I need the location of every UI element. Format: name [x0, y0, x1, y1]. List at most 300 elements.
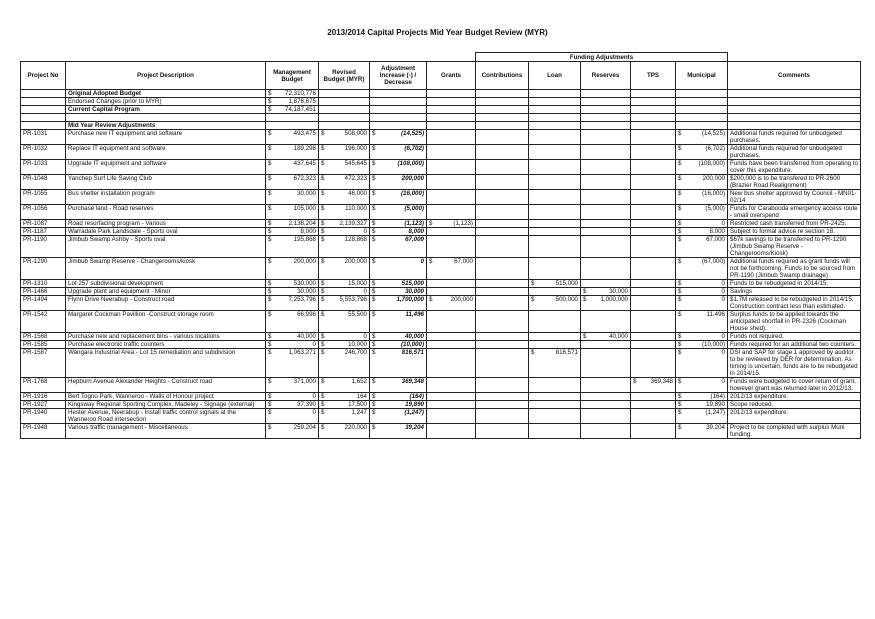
reserves-cell	[581, 424, 631, 439]
tps-cell	[631, 296, 676, 311]
currency-symbol: $	[372, 175, 376, 182]
project-no-cell	[21, 98, 66, 106]
empty-cell	[631, 114, 676, 122]
empty-cell	[66, 114, 266, 122]
amount-value: 0	[721, 349, 725, 356]
municipal-cell	[676, 296, 728, 311]
loan-cell	[529, 280, 581, 288]
municipal-cell	[676, 175, 728, 190]
adjustment-cell	[370, 145, 427, 160]
empty-cell	[728, 90, 861, 98]
grants-cell	[427, 280, 476, 288]
currency-symbol: $	[678, 220, 682, 227]
revised-budget-cell	[319, 205, 370, 220]
empty-cell	[581, 114, 631, 122]
management-budget-cell	[266, 393, 319, 401]
currency-symbol: $	[583, 333, 587, 340]
amount-value: 530,000	[293, 280, 316, 287]
management-budget-cell	[266, 190, 319, 205]
currency-symbol: $	[268, 98, 272, 105]
reserves-cell	[581, 228, 631, 236]
adjustment-cell	[370, 205, 427, 220]
loan-cell	[529, 160, 581, 175]
amount-value: 74,187,451	[285, 106, 316, 113]
reserves-cell	[581, 160, 631, 175]
amount-value: (164)	[409, 393, 424, 400]
empty-cell	[319, 98, 370, 106]
comments-cell: Funds not required.	[728, 333, 861, 341]
empty-cell	[676, 106, 728, 114]
amount-value: 437,645	[293, 160, 316, 167]
currency-symbol: $	[268, 349, 272, 356]
loan-cell	[529, 311, 581, 333]
empty-cell	[427, 106, 476, 114]
currency-symbol: $	[372, 333, 376, 340]
amount-value: 545,645	[344, 160, 367, 167]
municipal-cell	[676, 258, 728, 280]
description-cell: Current Capital Program	[66, 106, 266, 114]
amount-value: (10,000)	[400, 341, 424, 348]
project-no-cell: PR-1466	[21, 288, 66, 296]
municipal-cell	[676, 333, 728, 341]
amount-value: 40,000	[297, 333, 316, 340]
description-cell: Bus shelter installation program	[66, 190, 266, 205]
contributions-cell	[476, 145, 529, 160]
empty-cell	[581, 106, 631, 114]
comments-cell: Project to be completed with surplus Muni funding.	[728, 424, 861, 439]
currency-symbol: $	[678, 228, 682, 235]
tps-cell	[631, 236, 676, 258]
empty-cell	[266, 122, 319, 130]
description-cell: Wangara Industrial Area - Lot 15 remediation and subdivision	[66, 349, 266, 378]
loan-cell	[529, 130, 581, 145]
tps-cell	[631, 205, 676, 220]
comments-cell: $67k savings to be transferred to PR-1290 (Jimbub Swamp Reserve - Changerooms/Kiosk)	[728, 236, 861, 258]
project-no-cell: PR-1948	[21, 424, 66, 439]
amount-value: (10,000)	[701, 341, 725, 348]
currency-symbol: $	[678, 393, 682, 400]
tps-cell	[631, 333, 676, 341]
amount-value: 816,571	[555, 349, 578, 356]
project-row	[21, 311, 861, 333]
management-budget-cell	[266, 130, 319, 145]
currency-symbol: $	[268, 393, 272, 400]
grants-cell	[427, 401, 476, 409]
project-row	[21, 424, 861, 439]
description-cell: Lot 257 subdivisional development	[66, 280, 266, 288]
empty-cell	[676, 90, 728, 98]
loan-cell	[529, 393, 581, 401]
loan-cell	[529, 258, 581, 280]
currency-symbol: $	[268, 280, 272, 287]
currency-symbol: $	[678, 378, 682, 385]
reserves-cell	[581, 175, 631, 190]
reserves-cell	[581, 378, 631, 393]
revised-budget-cell	[319, 424, 370, 439]
amount-value: (108,000)	[397, 160, 424, 167]
tps-cell	[631, 228, 676, 236]
empty-cell	[427, 122, 476, 130]
comments-cell: Funds for Carabooda emergency access route - small overspend	[728, 205, 861, 220]
empty-cell	[476, 90, 529, 98]
tps-cell	[631, 160, 676, 175]
amount-value: 1,247	[351, 409, 367, 416]
col-reserves: Reserves	[581, 62, 631, 90]
contributions-cell	[476, 160, 529, 175]
empty-cell	[476, 122, 529, 130]
currency-symbol: $	[321, 205, 325, 212]
description-cell: Flynn Drive Neerabup - Construct road	[66, 296, 266, 311]
revised-budget-cell	[319, 160, 370, 175]
currency-symbol: $	[678, 424, 682, 431]
empty-cell	[529, 122, 581, 130]
contributions-cell	[476, 228, 529, 236]
contributions-cell	[476, 341, 529, 349]
comments-cell: Savings	[728, 288, 861, 296]
reserves-cell	[581, 258, 631, 280]
project-row	[21, 258, 861, 280]
empty-cell	[728, 106, 861, 114]
amount-value: 515,000	[555, 280, 578, 287]
empty-cell	[427, 98, 476, 106]
loan-cell	[529, 145, 581, 160]
tps-cell	[631, 190, 676, 205]
loan-cell	[529, 349, 581, 378]
amount-value: 0	[363, 333, 367, 340]
tps-cell	[631, 401, 676, 409]
description-cell: Various traffic management - Miscellaneous	[66, 424, 266, 439]
page-title: 2013/2014 Capital Projects Mid Year Budget Review (MYR)	[327, 28, 548, 37]
description-cell: Purchase land - Road reserves	[66, 205, 266, 220]
currency-symbol: $	[268, 228, 272, 235]
loan-cell	[529, 205, 581, 220]
management-budget-cell	[266, 236, 319, 258]
description-cell: Replace IT equipment and software	[66, 145, 266, 160]
amount-value: 200,000	[401, 175, 424, 182]
empty-cell	[319, 90, 370, 98]
amount-value: 105,000	[293, 205, 316, 212]
amount-value: 46,000	[348, 190, 367, 197]
project-no-cell: PR-1916	[21, 393, 66, 401]
adjustment-cell	[370, 349, 427, 378]
project-no-cell: PR-1056	[21, 205, 66, 220]
empty-cell	[676, 122, 728, 130]
currency-symbol: $	[268, 160, 272, 167]
contributions-cell	[476, 401, 529, 409]
management-budget-cell	[266, 98, 319, 106]
currency-symbol: $	[678, 409, 682, 416]
project-row	[21, 409, 861, 424]
revised-budget-cell	[319, 175, 370, 190]
empty-cell	[427, 114, 476, 122]
contributions-cell	[476, 288, 529, 296]
currency-symbol: $	[372, 145, 376, 152]
municipal-cell	[676, 288, 728, 296]
amount-value: 11,496	[405, 311, 424, 318]
currency-symbol: $	[372, 130, 376, 137]
reserves-cell	[581, 220, 631, 228]
management-budget-cell	[266, 90, 319, 98]
loan-cell	[529, 341, 581, 349]
currency-symbol: $	[429, 220, 433, 227]
tps-cell	[631, 378, 676, 393]
grants-cell	[427, 378, 476, 393]
municipal-cell	[676, 349, 728, 378]
municipal-cell	[676, 228, 728, 236]
col-tps: TPS	[631, 62, 676, 90]
municipal-cell	[676, 236, 728, 258]
loan-cell	[529, 409, 581, 424]
contributions-cell	[476, 424, 529, 439]
management-budget-cell	[266, 205, 319, 220]
currency-symbol: $	[268, 220, 272, 227]
description-cell: Original Adopted Budget	[66, 90, 266, 98]
reserves-cell	[581, 333, 631, 341]
grants-cell	[427, 349, 476, 378]
project-no-cell: PR-1290	[21, 258, 66, 280]
reserves-cell	[581, 288, 631, 296]
currency-symbol: $	[321, 393, 325, 400]
project-row	[21, 341, 861, 349]
project-no-cell: PR-1187	[21, 228, 66, 236]
currency-symbol: $	[678, 258, 682, 265]
contributions-cell	[476, 280, 529, 288]
col-management-budget: Management Budget	[266, 62, 319, 90]
column-header-row	[21, 62, 861, 90]
currency-symbol: $	[321, 190, 325, 197]
tps-cell	[631, 280, 676, 288]
currency-symbol: $	[372, 409, 376, 416]
adjustment-cell	[370, 228, 427, 236]
amount-value: 472,323	[344, 175, 367, 182]
grants-cell	[427, 145, 476, 160]
amount-value: (14,525)	[400, 130, 424, 137]
budget-table	[20, 52, 861, 439]
contributions-cell	[476, 349, 529, 378]
amount-value: 66,996	[297, 311, 316, 318]
municipal-cell	[676, 424, 728, 439]
management-budget-cell	[266, 145, 319, 160]
description-cell: Margaret Cockman Pavillion -Construct storage room	[66, 311, 266, 333]
comments-cell: $200,000 is to be transfered to PR-2600 (Brazier Road Realignment)	[728, 175, 861, 190]
col-revised-budget: Revised Budget (MYR)	[319, 62, 370, 90]
amount-value: (16,000)	[701, 190, 725, 197]
empty-cell	[370, 98, 427, 106]
management-budget-cell	[266, 288, 319, 296]
currency-symbol: $	[321, 228, 325, 235]
adjustment-cell	[370, 160, 427, 175]
currency-symbol: $	[583, 296, 587, 303]
amount-value: 30,000	[297, 288, 316, 295]
revised-budget-cell	[319, 378, 370, 393]
project-row	[21, 288, 861, 296]
management-budget-cell	[266, 220, 319, 228]
amount-value: (164)	[710, 393, 725, 400]
amount-value: 259,204	[293, 424, 316, 431]
project-no-cell: PR-1542	[21, 311, 66, 333]
comments-cell: Funds were budgeted to cover return of grant, however grant was returned later in 2012/13.	[728, 378, 861, 393]
comments-cell: 2012/13 expenditure.	[728, 409, 861, 424]
management-budget-cell	[266, 424, 319, 439]
amount-value: 189,298	[293, 145, 316, 152]
amount-value: 72,310,776	[285, 90, 316, 97]
contributions-cell	[476, 409, 529, 424]
currency-symbol: $	[321, 280, 325, 287]
amount-value: 8,000	[709, 228, 725, 235]
amount-value: 195,868	[293, 236, 316, 243]
amount-value: 37,390	[297, 401, 316, 408]
municipal-cell	[676, 190, 728, 205]
description-cell: Upgrade plant and equipment - Minor	[66, 288, 266, 296]
amount-value: 5,553,796	[339, 296, 367, 303]
amount-value: 10,000	[348, 341, 367, 348]
grants-cell	[427, 220, 476, 228]
amount-value: 8,000	[408, 228, 424, 235]
currency-symbol: $	[268, 130, 272, 137]
revised-budget-cell	[319, 145, 370, 160]
currency-symbol: $	[268, 378, 272, 385]
adjustment-cell	[370, 378, 427, 393]
grants-cell	[427, 190, 476, 205]
amount-value: 11,496	[706, 311, 725, 318]
amount-value: 40,000	[609, 333, 628, 340]
comments-cell: Funds have been transferred from operating to cover this expenditure.	[728, 160, 861, 175]
management-budget-cell	[266, 409, 319, 424]
comments-cell: $1.7M released to be rebudgeted in 2014/15. Construction contract less than estimated.	[728, 296, 861, 311]
revised-budget-cell	[319, 236, 370, 258]
currency-symbol: $	[268, 90, 272, 97]
amount-value: 55,500	[348, 311, 367, 318]
adjustment-cell	[370, 393, 427, 401]
grants-cell	[427, 311, 476, 333]
municipal-cell	[676, 409, 728, 424]
currency-symbol: $	[678, 288, 682, 295]
col-description: Project Description	[66, 62, 266, 90]
management-budget-cell	[266, 333, 319, 341]
tps-cell	[631, 311, 676, 333]
amount-value: 1,000,000	[600, 296, 628, 303]
grants-cell	[427, 393, 476, 401]
adjustment-cell	[370, 236, 427, 258]
amount-value: 0	[312, 341, 316, 348]
amount-value: 7,253,796	[288, 296, 316, 303]
empty-cell	[676, 114, 728, 122]
empty-cell	[476, 114, 529, 122]
loan-cell	[529, 236, 581, 258]
currency-symbol: $	[531, 349, 535, 356]
project-row	[21, 228, 861, 236]
currency-symbol: $	[372, 349, 376, 356]
currency-symbol: $	[321, 409, 325, 416]
project-no-cell: PR-1032	[21, 145, 66, 160]
description-cell: Upgrade IT equipment and software	[66, 160, 266, 175]
amount-value: (14,525)	[701, 130, 725, 137]
currency-symbol: $	[633, 378, 637, 385]
project-no-cell: PR-1055	[21, 190, 66, 205]
currency-symbol: $	[372, 205, 376, 212]
contributions-cell	[476, 190, 529, 205]
adjustment-cell	[370, 424, 427, 439]
currency-symbol: $	[268, 341, 272, 348]
tps-cell	[631, 258, 676, 280]
currency-symbol: $	[268, 296, 272, 303]
empty-cell	[631, 106, 676, 114]
currency-symbol: $	[372, 401, 376, 408]
management-budget-cell	[266, 341, 319, 349]
revised-budget-cell	[319, 349, 370, 378]
currency-symbol: $	[321, 401, 325, 408]
currency-symbol: $	[678, 205, 682, 212]
comments-cell: Funds required for an additional two counters.	[728, 341, 861, 349]
project-no-cell: PR-1940	[21, 409, 66, 424]
empty-cell	[728, 122, 861, 130]
description-cell: Bert Togno Park, Wanneroo - Walls of Honour project	[66, 393, 266, 401]
comments-cell: Subject to formal advice re section 18.	[728, 228, 861, 236]
revised-budget-cell	[319, 409, 370, 424]
amount-value: 0	[721, 288, 725, 295]
amount-value: 110,000	[345, 205, 367, 212]
amount-value: 0	[721, 378, 725, 385]
revised-budget-cell	[319, 393, 370, 401]
grants-cell	[427, 160, 476, 175]
revised-budget-cell	[319, 333, 370, 341]
loan-cell	[529, 175, 581, 190]
management-budget-cell	[266, 296, 319, 311]
reserves-cell	[581, 341, 631, 349]
empty-cell	[427, 90, 476, 98]
reserves-cell	[581, 349, 631, 378]
currency-symbol: $	[268, 236, 272, 243]
currency-symbol: $	[372, 424, 376, 431]
adjustment-cell	[370, 288, 427, 296]
amount-value: 2,138,204	[288, 220, 316, 227]
amount-value: (16,000)	[400, 190, 424, 197]
currency-symbol: $	[372, 190, 376, 197]
empty-cell	[631, 122, 676, 130]
empty-cell	[581, 90, 631, 98]
management-budget-cell	[266, 106, 319, 114]
col-grants: Grants	[427, 62, 476, 90]
col-loan: Loan	[529, 62, 581, 90]
reserves-cell	[581, 401, 631, 409]
comments-cell: DSI and SAP for stage 1 approved by auditor to be reviewed by DER for determination. As timing is uncertain, funds are to be rebudgeted in 2014/15.	[728, 349, 861, 378]
currency-symbol: $	[268, 409, 272, 416]
municipal-cell	[676, 311, 728, 333]
currency-symbol: $	[372, 258, 376, 265]
description-cell: Purchase electronic traffic counters	[66, 341, 266, 349]
empty-cell	[319, 122, 370, 130]
comments-cell: 2012/13 expenditure.	[728, 393, 861, 401]
amount-value: (6,702)	[705, 145, 725, 152]
currency-symbol: $	[268, 333, 272, 340]
currency-symbol: $	[268, 258, 272, 265]
currency-symbol: $	[678, 280, 682, 287]
amount-value: 17,500	[348, 401, 367, 408]
amount-value: 164	[356, 393, 367, 400]
currency-symbol: $	[321, 333, 325, 340]
project-no-cell	[21, 122, 66, 130]
empty-cell	[529, 90, 581, 98]
project-row	[21, 220, 861, 228]
reserves-cell	[581, 409, 631, 424]
project-no-cell: PR-1587	[21, 349, 66, 378]
amount-value: 0	[721, 280, 725, 287]
currency-symbol: $	[321, 220, 325, 227]
contributions-cell	[476, 258, 529, 280]
loan-cell	[529, 333, 581, 341]
municipal-cell	[676, 280, 728, 288]
empty-cell	[631, 90, 676, 98]
